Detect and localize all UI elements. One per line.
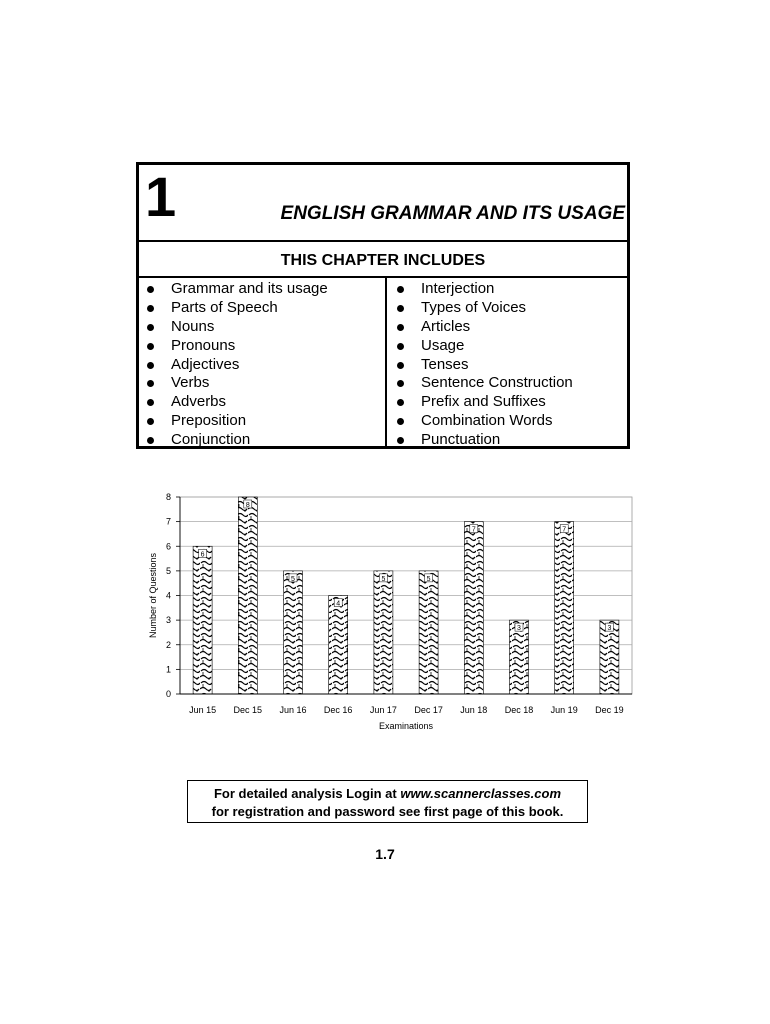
x-tick-label: Dec 19 [595,705,624,715]
list-item: Adverbs [145,393,328,412]
list-item: Usage [395,337,573,356]
chapter-number: 1 [145,165,177,228]
bullet-icon [147,437,154,444]
data-label: 7 [471,526,476,534]
list-item: Punctuation [395,431,573,450]
list-item: Grammar and its usage [145,280,328,299]
list-item: Parts of Speech [145,299,328,318]
list-item: Interjection [395,280,573,299]
y-tick-label: 6 [165,541,171,552]
y-tick-label: 3 [165,615,171,626]
data-label: 5 [426,575,431,583]
list-item: Types of Voices [395,299,573,318]
bar [238,497,257,694]
list-item: Sentence Construction [395,374,573,393]
list-item: Prefix and Suffixes [395,393,573,412]
registration-line: for registration and password see first page of this book. [211,804,564,819]
x-tick-label: Dec 18 [504,705,534,715]
x-tick-label: Jun 18 [460,705,488,715]
x-axis-title: Examinations [378,721,434,731]
bullet-icon [147,286,154,293]
list-item: Tenses [395,356,573,375]
login-notice [187,780,588,823]
y-tick-label: 4 [165,590,171,601]
list-item: Pronouns [145,337,328,356]
x-tick-label: Jun 17 [369,705,397,715]
bullet-icon [147,418,154,425]
y-tick-label: 8 [165,492,171,502]
topics-left-list [145,280,328,450]
column-divider [385,277,387,447]
bullet-icon [147,343,154,350]
y-tick-label: 5 [165,565,171,576]
list-item: Verbs [145,374,328,393]
bar [464,522,483,694]
bar [374,571,393,694]
x-tick-label: Dec 17 [414,705,443,715]
bar [555,522,574,694]
y-axis-title: Number of Questions [148,552,158,639]
x-tick-label: Dec 16 [323,705,353,715]
y-tick-label: 7 [165,516,171,527]
bullet-icon [147,362,154,369]
y-tick-label: 0 [165,689,171,699]
bullet-icon [397,343,404,350]
bar [419,571,438,694]
bullet-icon [397,418,404,425]
list-item: Conjunction [145,431,328,450]
bullet-icon [147,324,154,331]
list-item: Combination Words [395,412,573,431]
bar [193,546,212,694]
data-label: 4 [336,600,341,608]
bar [284,571,303,694]
topics-box [136,277,630,449]
bullet-icon [397,380,404,387]
data-label: 3 [607,625,612,633]
x-tick-label: Jun 15 [189,705,217,715]
x-tick-label: Jun 16 [279,705,307,715]
bullet-icon [397,399,404,406]
page-number: 1.7 [375,846,395,862]
bullet-icon [397,286,404,293]
login-line: For detailed analysis Login at www.scannerclasses.com [213,786,562,801]
y-tick-label: 1 [165,664,171,675]
data-label: 8 [245,502,250,509]
data-label: 3 [517,625,521,633]
questions-bar-chart [140,488,640,738]
list-item: Adjectives [145,356,328,375]
topics-right-list [395,280,573,450]
site-url: www.scannerclasses.com [400,786,562,801]
includes-heading: THIS CHAPTER INCLUDES [280,252,486,269]
x-tick-label: Jun 19 [550,705,578,715]
list-item: Nouns [145,318,328,337]
bullet-icon [397,362,404,369]
bullet-icon [147,305,154,312]
x-tick-label: Dec 15 [233,705,263,715]
bullet-icon [147,399,154,406]
bullet-icon [397,305,404,312]
y-tick-label: 2 [165,639,171,650]
chapter-header [136,162,630,242]
data-label: 5 [381,575,386,583]
bar [329,596,348,695]
chapter-title: ENGLISH GRAMMAR AND ITS USAGE [280,203,625,224]
bullet-icon [397,324,404,331]
data-label: 6 [200,551,205,559]
list-item: Articles [395,318,573,337]
includes-heading-box [136,240,630,278]
data-label: 5 [291,575,295,583]
data-label: 7 [562,526,567,534]
bullet-icon [147,380,154,387]
list-item: Preposition [145,412,328,431]
bullet-icon [397,437,404,444]
